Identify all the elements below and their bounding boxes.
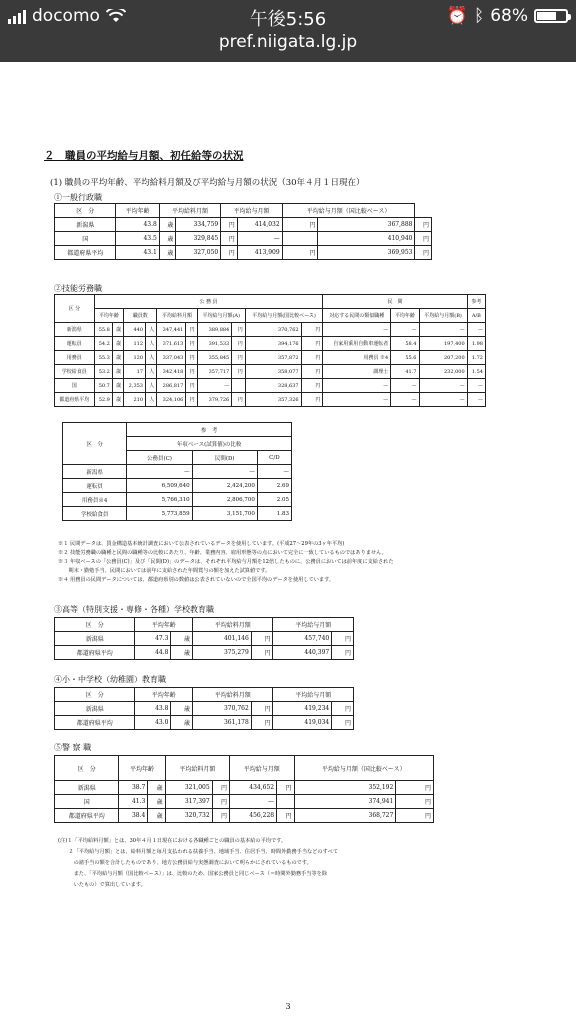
table-cell: 学校給食員 xyxy=(55,365,95,379)
table-cell: — xyxy=(192,465,257,479)
s4-body xyxy=(55,702,354,730)
s5-h3: 平均給与月額 xyxy=(230,756,294,781)
s2-sh5: 対応する民間の類似職種 xyxy=(323,309,391,323)
table-cell: 歳 xyxy=(171,702,193,716)
table-cell: 2.05 xyxy=(257,493,291,507)
table-cell: — xyxy=(323,379,391,393)
table-cell: 新潟県 xyxy=(55,702,135,716)
url-bar[interactable]: pref.niigata.lg.jp xyxy=(218,32,358,52)
table-cell: 434,652 xyxy=(230,781,277,795)
table-cell: 円 xyxy=(277,781,294,795)
table-cell: 329,845 xyxy=(176,232,221,246)
table-cell: 歳 xyxy=(159,232,176,246)
table-cell: 円 xyxy=(301,337,323,351)
s1-h4: 平均給与月額（国比較ベース） xyxy=(282,204,415,218)
table-cell: 用務員 ※4 xyxy=(323,351,391,365)
table-cell: 317,397 xyxy=(165,795,212,809)
table-cell: 375,279 xyxy=(193,646,252,660)
s2-table xyxy=(54,294,486,407)
table-cell xyxy=(232,379,245,393)
table-cell: 43.5 xyxy=(116,232,159,246)
section-heading: ２ 職員の平均給与月額、初任給等の状況 xyxy=(44,150,244,162)
note-1: ※１ 民間データは、賃金構造基本統計調査において公表されているデータを使用しています。(平成27～29年の3ヶ年平均) xyxy=(58,541,345,547)
table-cell: 円 xyxy=(415,218,432,232)
table-cell: 国 xyxy=(55,795,119,809)
s2-group-row xyxy=(55,295,486,309)
table-cell: 円 xyxy=(232,365,245,379)
table-cell: 2,424,200 xyxy=(192,479,257,493)
table-cell: 用務員※4 xyxy=(63,493,127,507)
table-cell: 414,032 xyxy=(237,218,282,232)
table-cell: 5,766,310 xyxy=(127,493,192,507)
table-cell: 都道府県平均 xyxy=(55,716,135,730)
table-cell: 円 xyxy=(332,632,354,646)
table-row xyxy=(63,493,292,507)
table-cell: 円 xyxy=(221,246,238,260)
table-cell: 1.54 xyxy=(467,365,485,379)
table-cell: 円 xyxy=(186,393,197,407)
s2-sh4: 平均給与月額(国比較ベース) xyxy=(245,309,323,323)
table-cell: 円 xyxy=(186,337,197,351)
table-cell: 円 xyxy=(301,365,323,379)
table-cell: 円 xyxy=(415,232,432,246)
table-cell: 円 xyxy=(282,246,318,260)
s2-sh3: 平均給与月額(A) xyxy=(197,309,245,323)
table-cell: 円 xyxy=(251,646,273,660)
table-cell: 41.7 xyxy=(391,365,419,379)
table-cell: 357,872 xyxy=(245,351,301,365)
table-cell: — xyxy=(197,379,232,393)
table-cell: 歳 xyxy=(112,351,123,365)
note-3b: 期末・勤勉手当、民間においては前年に支給された年間賞与の額を加えた試算値です。 xyxy=(58,568,271,574)
table-cell: — xyxy=(391,323,419,337)
table-cell: 43.1 xyxy=(116,246,159,260)
table-cell: 人 xyxy=(146,351,157,365)
table-cell: 361,178 xyxy=(193,716,252,730)
table-cell: 円 xyxy=(301,393,323,407)
s2-sub-header-row xyxy=(55,309,486,323)
table-cell: — xyxy=(467,323,485,337)
table-cell: — xyxy=(467,393,485,407)
table-cell: 円 xyxy=(212,795,229,809)
table-cell: — xyxy=(237,232,282,246)
s2-notes xyxy=(58,540,393,585)
table-cell: 17 xyxy=(124,365,146,379)
table-cell: 321,005 xyxy=(165,781,212,795)
table-cell: 円 xyxy=(186,365,197,379)
table-cell: 38.7 xyxy=(119,781,148,795)
table-cell: 370,762 xyxy=(245,323,301,337)
table-row xyxy=(55,702,354,716)
table-cell: 円 xyxy=(212,781,229,795)
table-row xyxy=(55,337,486,351)
s2-grp-private: 民 間 xyxy=(323,295,467,309)
table-cell: 5,773,859 xyxy=(127,507,192,521)
table-cell: 389,884 xyxy=(197,323,232,337)
s4-table xyxy=(54,687,354,730)
table-cell: 53.2 xyxy=(94,365,112,379)
footnote-2c: また、「平均給与月額（国比較ベース）」は、比較のため、国家公務員と同じベース（＝時間外勤務手当等を除 xyxy=(58,871,328,877)
table-cell: 円 xyxy=(396,809,434,823)
table-cell: 47.3 xyxy=(135,632,171,646)
table-cell: 456,228 xyxy=(230,809,277,823)
table-cell: 人 xyxy=(146,393,157,407)
table-row xyxy=(55,795,434,809)
table-cell: 円 xyxy=(251,702,273,716)
table-cell: 2,806,700 xyxy=(192,493,257,507)
table-cell: 円 xyxy=(332,716,354,730)
table-cell: 円 xyxy=(332,702,354,716)
table-cell: — xyxy=(391,393,419,407)
s1-h1: 平均年齢 xyxy=(116,204,159,218)
s1-title: ①一般行政職 xyxy=(54,193,102,202)
table-row xyxy=(63,479,292,493)
s2-sh6: 平均年齢 xyxy=(391,309,419,323)
table-cell xyxy=(277,795,294,809)
table-row xyxy=(55,632,354,646)
footnotes xyxy=(58,836,338,891)
table-cell: 円 xyxy=(301,323,323,337)
table-cell: 6,509,640 xyxy=(127,479,192,493)
table-cell: 3,151,700 xyxy=(192,507,257,521)
ref-h2: 民間(D) xyxy=(192,451,257,465)
footnote-2: ２「平均給与月額」とは、給料月額と毎月支払われる扶養手当、地域手当、住居手当、時間外勤務手当などのすべて xyxy=(58,849,339,855)
table-cell: 207,200 xyxy=(419,351,467,365)
table-cell: 都道府県平均 xyxy=(55,646,135,660)
s5-title: ⑤警 察 職 xyxy=(54,743,92,752)
table-cell: 円 xyxy=(221,218,238,232)
s2-sh7: 平均給与月額(B) xyxy=(419,309,467,323)
table-cell: 357,717 xyxy=(197,365,232,379)
table-cell: 人 xyxy=(146,365,157,379)
table-cell: 327,050 xyxy=(176,246,221,260)
status-bar xyxy=(0,0,576,62)
table-cell: — xyxy=(391,379,419,393)
table-row xyxy=(55,218,432,232)
table-cell: 342,418 xyxy=(157,365,186,379)
table-cell: 197,400 xyxy=(419,337,467,351)
table-cell: 歳 xyxy=(171,716,193,730)
table-cell: 2.69 xyxy=(257,479,291,493)
table-row xyxy=(55,781,434,795)
table-cell: 新潟県 xyxy=(55,781,119,795)
table-cell: 円 xyxy=(251,632,273,646)
table-cell: — xyxy=(419,323,467,337)
s5-h0: 区 分 xyxy=(55,756,119,781)
table-cell: 401,146 xyxy=(193,632,252,646)
table-cell: 358,077 xyxy=(245,365,301,379)
table-cell: 円 xyxy=(232,323,245,337)
table-cell: — xyxy=(257,465,291,479)
table-cell: 新潟県 xyxy=(63,465,127,479)
table-cell: — xyxy=(323,393,391,407)
s1-h3: 平均給与月額 xyxy=(221,204,282,218)
table-cell: 374,941 xyxy=(294,795,396,809)
table-cell: 国 xyxy=(55,232,116,246)
table-cell: 歳 xyxy=(159,246,176,260)
table-cell: 歳 xyxy=(112,393,123,407)
alarm-icon: ⏰ xyxy=(446,6,468,26)
table-cell: 都道府県平均 xyxy=(55,393,95,407)
s4-h1: 平均年齢 xyxy=(135,688,193,702)
battery-percent: 68% xyxy=(490,6,528,26)
footnote-2d: いたもの）で算出しています。 xyxy=(58,882,146,888)
table-cell: 55.8 xyxy=(94,323,112,337)
table-cell: 円 xyxy=(332,646,354,660)
s5-body xyxy=(55,781,434,823)
table-cell: 410,940 xyxy=(318,232,415,246)
s3-body xyxy=(55,632,354,660)
table-row xyxy=(55,809,434,823)
table-cell: 円 xyxy=(282,218,318,232)
page-number: 3 xyxy=(285,1002,291,1011)
table-cell: 391,533 xyxy=(197,337,232,351)
table-cell: 352,192 xyxy=(294,781,396,795)
table-cell: — xyxy=(419,393,467,407)
table-cell: 円 xyxy=(301,379,323,393)
s1-table xyxy=(54,203,432,260)
table-cell: 44.8 xyxy=(135,646,171,660)
ref-h3: C/D xyxy=(257,451,291,465)
table-cell: — xyxy=(127,465,192,479)
clock: 午後5:56 xyxy=(249,9,327,30)
bluetooth-icon: ᛒ xyxy=(474,6,485,26)
s3-title: ③高等（特別支援・専修・各種）学校教育職 xyxy=(54,605,214,614)
battery-fill xyxy=(537,12,556,20)
table-cell: 357,326 xyxy=(245,393,301,407)
table-cell: 都道府県平均 xyxy=(55,246,116,260)
table-cell: 歳 xyxy=(148,795,165,809)
ref-h-category: 区 分 xyxy=(63,423,127,465)
s2-title: ②技能労務職 xyxy=(54,284,102,293)
table-cell: 413,909 xyxy=(237,246,282,260)
table-cell: 440,397 xyxy=(273,646,332,660)
table-cell: 2,353 xyxy=(124,379,146,393)
s4-title: ④小・中学校（幼稚園）教育職 xyxy=(54,675,166,684)
table-cell: 新潟県 xyxy=(55,632,135,646)
s3-h1: 平均年齢 xyxy=(135,618,193,632)
s2-sh1: 職員数 xyxy=(124,309,157,323)
s2-ref-table xyxy=(62,422,292,521)
s3-table xyxy=(54,617,354,660)
carrier-label: docomo xyxy=(32,6,100,26)
table-cell: 歳 xyxy=(112,365,123,379)
table-cell: 355,845 xyxy=(197,351,232,365)
table-cell: 円 xyxy=(232,393,245,407)
table-cell: 38.4 xyxy=(119,809,148,823)
table-cell: 369,953 xyxy=(318,246,415,260)
table-cell: 320,732 xyxy=(165,809,212,823)
table-row xyxy=(55,716,354,730)
ref-h1: 公務員(C) xyxy=(127,451,192,465)
table-cell: 歳 xyxy=(159,218,176,232)
table-cell: 50.7 xyxy=(94,379,112,393)
table-cell: 都道府県平均 xyxy=(55,809,119,823)
table-cell: 歳 xyxy=(148,809,165,823)
ref-title: 参 考 xyxy=(127,423,292,437)
table-cell: 歳 xyxy=(112,379,123,393)
s5-h2: 平均給料月額 xyxy=(165,756,229,781)
table-cell: 334,759 xyxy=(176,218,221,232)
s5-h1: 平均年齢 xyxy=(119,756,165,781)
s2-sh2: 平均給料月額 xyxy=(157,309,197,323)
s2-body xyxy=(55,323,486,407)
s2-grp-public: 公 務 員 xyxy=(94,295,323,309)
table-cell: 55.3 xyxy=(94,351,112,365)
table-cell: — xyxy=(419,379,467,393)
table-cell: 歳 xyxy=(171,646,193,660)
footnote-1: (注)１「平均給料月額」とは、30年４月１日現在における各職種ごとの職員の基本給の平均です。 xyxy=(58,838,287,844)
table-cell: 54.2 xyxy=(94,337,112,351)
table-cell: 370,762 xyxy=(193,702,252,716)
table-cell: 371,613 xyxy=(157,337,186,351)
table-cell: 歳 xyxy=(148,781,165,795)
table-cell: 円 xyxy=(301,351,323,365)
table-cell: — xyxy=(230,795,277,809)
table-cell: 1.72 xyxy=(467,351,485,365)
table-cell: 43.0 xyxy=(135,716,171,730)
table-cell: 347,441 xyxy=(157,323,186,337)
table-row xyxy=(63,465,292,479)
table-cell: — xyxy=(467,379,485,393)
table-row xyxy=(63,507,292,521)
table-row xyxy=(55,351,486,365)
s1-h0: 区 分 xyxy=(55,204,116,218)
table-cell: 円 xyxy=(251,716,273,730)
table-cell: 円 xyxy=(212,809,229,823)
table-cell: 人 xyxy=(146,379,157,393)
table-cell: 232,000 xyxy=(419,365,467,379)
footnote-2b: の諸手当の額を合計したものであり、地方公務員給与実態調査において明らかにされているものです。 xyxy=(58,860,312,866)
status-right xyxy=(447,6,568,26)
table-cell: 286,817 xyxy=(157,379,186,393)
table-cell: 学校給食員 xyxy=(63,507,127,521)
table-cell: 58.4 xyxy=(391,337,419,351)
table-cell: 419,234 xyxy=(273,702,332,716)
table-cell: 120 xyxy=(124,351,146,365)
table-cell: 52.9 xyxy=(94,393,112,407)
table-cell: 41.3 xyxy=(119,795,148,809)
table-row xyxy=(55,393,486,407)
table-cell: 210 xyxy=(124,393,146,407)
note-3: ※３ 年収ベースの「公務員(C)」及び「民間(D)」のデータは、それぞれ平均給与月額を12倍したものに、公務員においては前年度に支給された xyxy=(58,559,394,565)
table-row xyxy=(55,646,354,660)
note-4: ※４ 用務員の民間データについては、都道府県別の数値は公表されていないので全国平均のデータを使用しています。 xyxy=(58,577,335,583)
table-cell: 円 xyxy=(186,323,197,337)
table-cell: 運転員 xyxy=(55,337,95,351)
table-cell: 367,888 xyxy=(318,218,415,232)
table-cell: 43.8 xyxy=(116,218,159,232)
table-cell: 440 xyxy=(124,323,146,337)
ref-body xyxy=(63,465,292,521)
table-cell: 円 xyxy=(277,809,294,823)
table-cell: 368,727 xyxy=(294,809,396,823)
battery-icon xyxy=(534,9,568,23)
table-cell: 歳 xyxy=(171,632,193,646)
table-cell: 112 xyxy=(124,337,146,351)
s4-h3: 平均給与月額 xyxy=(273,688,354,702)
table-cell: 円 xyxy=(396,781,434,795)
table-row xyxy=(55,323,486,337)
table-cell: 運転員 xyxy=(63,479,127,493)
document-page[interactable] xyxy=(0,62,576,1024)
table-cell: 円 xyxy=(186,351,197,365)
table-cell: 国 xyxy=(55,379,95,393)
table-cell: 1.98 xyxy=(467,337,485,351)
table-cell: 379,726 xyxy=(197,393,232,407)
table-cell: 円 xyxy=(415,246,432,260)
table-cell: 用務員 xyxy=(55,351,95,365)
s1-h2: 平均給料月額 xyxy=(159,204,220,218)
s3-h0: 区 分 xyxy=(55,618,135,632)
table-cell: 328,637 xyxy=(245,379,301,393)
s1-header-row xyxy=(55,204,432,218)
table-cell: 人 xyxy=(146,323,157,337)
table-row xyxy=(55,232,432,246)
s1-body xyxy=(55,218,432,260)
table-cell: 自家用乗用自動車運転者 xyxy=(323,337,391,351)
table-cell: 新潟県 xyxy=(55,323,95,337)
table-cell: 337,043 xyxy=(157,351,186,365)
s4-h2: 平均給料月額 xyxy=(193,688,273,702)
table-cell xyxy=(282,232,318,246)
table-cell: 円 xyxy=(232,337,245,351)
table-cell: 324,106 xyxy=(157,393,186,407)
s5-h4: 平均給与月額（国比較ベース） xyxy=(294,756,433,781)
s2-sh8: A/B xyxy=(467,309,485,323)
table-cell: 新潟県 xyxy=(55,218,116,232)
table-cell: 円 xyxy=(221,232,238,246)
table-cell: 円 xyxy=(232,351,245,365)
s5-table xyxy=(54,755,434,823)
table-row xyxy=(55,379,486,393)
s2-sh0: 平均年齢 xyxy=(94,309,124,323)
table-cell: 43.8 xyxy=(135,702,171,716)
table-cell: 55.6 xyxy=(391,351,419,365)
s3-h3: 平均給与月額 xyxy=(273,618,354,632)
s2-h-category: 区 分 xyxy=(55,295,95,323)
table-cell: 419,034 xyxy=(273,716,332,730)
table-cell: 円 xyxy=(396,795,434,809)
table-cell: 394,176 xyxy=(245,337,301,351)
table-row xyxy=(55,365,486,379)
table-row xyxy=(55,246,432,260)
section-subheading: (1) 職員の平均年齢、平均給料月額及び平均給与月額の状況（30年４月１日現在） xyxy=(50,178,365,188)
s4-h0: 区 分 xyxy=(55,688,135,702)
table-cell: 歳 xyxy=(112,337,123,351)
table-cell: 人 xyxy=(146,337,157,351)
note-2: ※２ 技能労務職の職種と民間の職種等の比較にあたり、年齢、業務内容、雇用形態等の点において完全に一致しているものではありません。 xyxy=(58,550,387,556)
table-cell: — xyxy=(323,323,391,337)
table-cell: 1.83 xyxy=(257,507,291,521)
s2-grp-ref: 参考 xyxy=(467,295,485,309)
table-cell: 調理士 xyxy=(323,365,391,379)
s3-h2: 平均給料月額 xyxy=(193,618,273,632)
ref-subtitle: 年収ベース(試算値)の比較 xyxy=(127,437,292,451)
table-cell: 457,740 xyxy=(273,632,332,646)
table-cell: 円 xyxy=(186,379,197,393)
table-cell: 歳 xyxy=(112,323,123,337)
